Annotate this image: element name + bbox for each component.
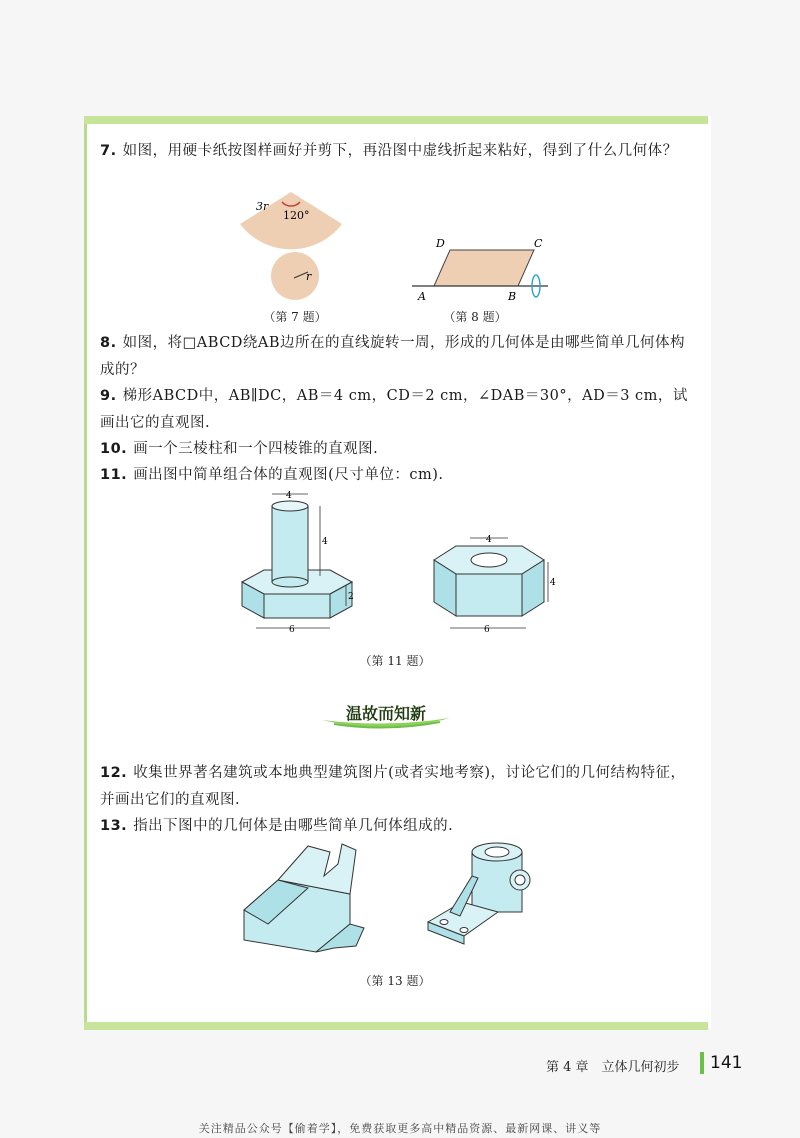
question-text: 画出图中简单组合体的直观图(尺寸单位：cm). xyxy=(133,467,444,483)
figure-7-net xyxy=(236,192,346,304)
chapter-label: 第 4 章 立体几何初步 xyxy=(546,1060,680,1075)
label-A: A xyxy=(418,290,426,303)
hex-front xyxy=(264,594,330,618)
figure-13-left xyxy=(238,836,378,954)
cylinder-base xyxy=(272,577,308,587)
question-13 xyxy=(100,813,692,840)
page-number: 141 xyxy=(710,1053,743,1073)
question-text: 收集世界著名建筑或本地典型建筑图片(或者实地考察)，讨论它们的几何结构特征，并画出它们的直观图. xyxy=(100,765,686,808)
side-hole xyxy=(515,875,525,885)
page-frame xyxy=(84,116,711,1028)
bottom-rule xyxy=(84,1022,708,1030)
section-title: 温故而知新 xyxy=(345,704,426,723)
caption-fig8: （第 8 题） xyxy=(443,310,507,324)
base-circle xyxy=(271,252,319,300)
question-number: 8. xyxy=(100,335,117,351)
cylinder-body xyxy=(272,506,308,582)
label-B: B xyxy=(508,290,517,303)
footer-bar xyxy=(700,1052,704,1074)
nut-front xyxy=(456,574,522,616)
caption-fig13: （第 13 题） xyxy=(359,974,431,988)
cylinder-hole xyxy=(485,847,509,857)
figure-11-right xyxy=(430,532,556,636)
question-number: 12. xyxy=(100,765,128,781)
question-12 xyxy=(100,760,692,814)
label-3r: 3r xyxy=(256,200,269,213)
question-text: 如图，用硬卡纸按图样画好并剪下，再沿图中虚线折起来粘好，得到了什么几何体？ xyxy=(122,143,678,159)
dim-base-width: 6 xyxy=(289,625,295,635)
label-D: D xyxy=(436,237,445,250)
bolt-hole xyxy=(440,920,448,925)
figure-8-parallelogram xyxy=(408,236,568,306)
label-120: 120° xyxy=(283,209,310,222)
watermark: 关注精品公众号【偷着学】，免费获取更多高中精品资源、最新网课、讲义等 xyxy=(198,1122,602,1135)
question-8 xyxy=(100,330,692,384)
question-text: 如图，将□ABCD绕AB边所在的直线旋转一周，形成的几何体是由哪些简单几何体构成的？ xyxy=(100,335,686,378)
top-rule xyxy=(84,116,708,124)
question-10 xyxy=(100,436,692,463)
caption-fig11: （第 11 题） xyxy=(359,654,431,668)
question-text: 画一个三棱柱和一个四棱锥的直观图. xyxy=(133,441,379,457)
question-number: 13. xyxy=(100,818,128,834)
bolt-hole xyxy=(460,928,468,933)
question-11 xyxy=(100,462,692,489)
nut-hole xyxy=(471,553,507,567)
cylinder-top xyxy=(272,501,308,511)
dim-top: 4 xyxy=(286,491,292,501)
label-r: r xyxy=(306,270,312,283)
dim-height: 4 xyxy=(322,537,328,547)
section-banner xyxy=(316,696,456,732)
figure-13-right xyxy=(422,836,546,954)
question-9 xyxy=(100,383,692,437)
question-number: 11. xyxy=(100,467,128,483)
dim-base-width: 6 xyxy=(484,625,490,635)
parallelogram-shape xyxy=(434,250,534,286)
question-text: 指出下图中的几何体是由哪些简单几何体组成的. xyxy=(133,818,454,834)
question-7 xyxy=(100,138,692,165)
question-number: 9. xyxy=(100,388,117,404)
caption-fig7: （第 7 题） xyxy=(263,310,327,324)
dim-base-height: 2 xyxy=(348,592,354,602)
figure-11-left xyxy=(234,486,364,636)
question-number: 10. xyxy=(100,441,128,457)
label-C: C xyxy=(534,237,543,250)
question-number: 7. xyxy=(100,143,117,159)
dim-height: 4 xyxy=(550,578,556,588)
dim-top: 4 xyxy=(486,535,492,545)
question-text: 梯形ABCD中，AB∥DC，AB＝4 cm，CD＝2 cm，∠DAB＝30°，AD＝3 cm，试画出它的直观图. xyxy=(100,388,688,431)
